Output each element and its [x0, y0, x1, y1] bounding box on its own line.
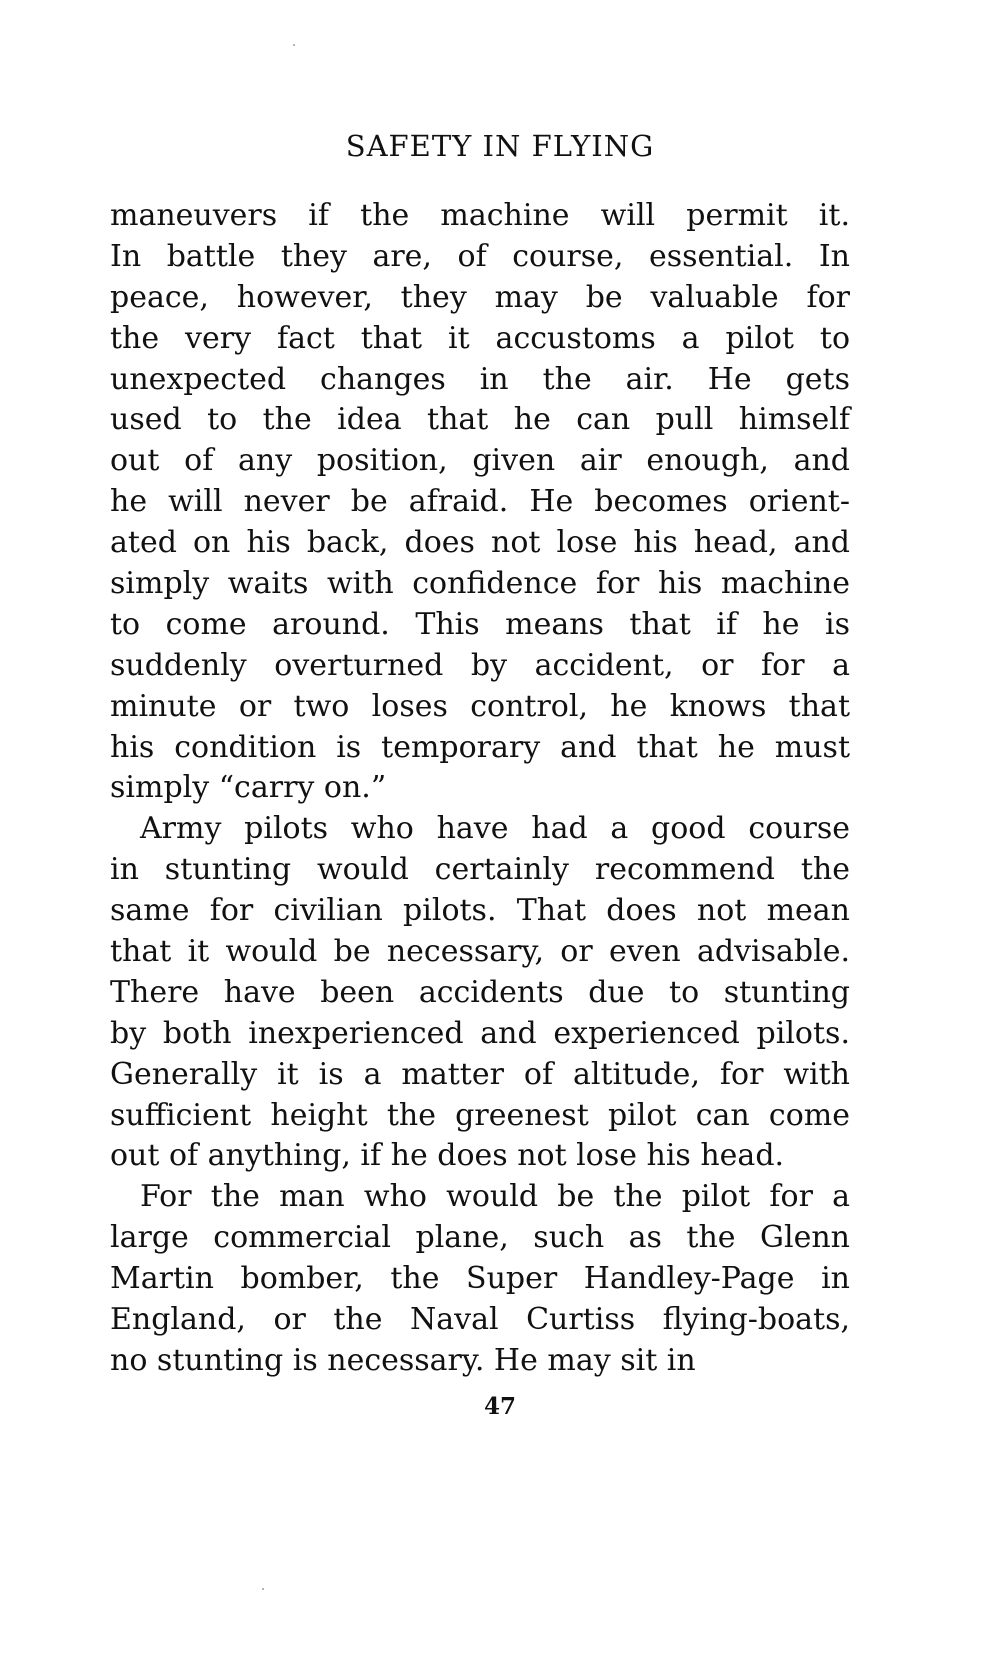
text-line: out of any position, given air enough, and [110, 443, 850, 479]
text-line: Generally it is a matter of altitude, for with [110, 1056, 850, 1092]
text-line: out of anything, if he does not lose his head. [110, 1138, 785, 1174]
text-line: There have been accidents due to stunting [110, 974, 850, 1010]
text-line: his condition is temporary and that he must [110, 729, 850, 765]
text-line: in stunting would certainly recommend the [110, 852, 850, 888]
text-line: large commercial plane, such as the Glenn [110, 1220, 850, 1256]
text-line: minute or two loses control, he knows that [110, 688, 850, 724]
text-line: In battle they are, of course, essential. In [110, 238, 850, 274]
text-line: unexpected changes in the air. He gets [110, 361, 850, 397]
text-line: simply waits with confidence for his machine [110, 566, 850, 602]
text-line: sufficient height the greenest pilot can come [110, 1097, 850, 1133]
paragraph [110, 809, 850, 1177]
text-line: maneuvers if the machine will permit it. [110, 198, 850, 233]
paragraph [110, 1177, 850, 1381]
page-number: 47 [483, 1393, 516, 1420]
text-line: the very fact that it accustoms a pilot to [110, 320, 850, 356]
text-line: by both inexperienced and experienced pilots. [110, 1015, 850, 1051]
text-line: same for civilian pilots. That does not mean [110, 893, 850, 929]
text-line: suddenly overturned by accident, or for a [110, 647, 850, 683]
text-line: England, or the Naval Curtiss flying-boats, [110, 1302, 850, 1338]
text-line: simply “carry on.” [110, 770, 387, 806]
paper-speck [262, 1588, 264, 1590]
paragraph [110, 196, 850, 809]
text-line: ated on his back, does not lose his head, and [110, 525, 850, 561]
text-line: to come around. This means that if he is [110, 606, 850, 642]
text-line: peace, however, they may be valuable for [110, 279, 850, 315]
text-line: no stunting is necessary. He may sit in [110, 1342, 696, 1378]
text-line: Army pilots who have had a good course [140, 811, 850, 847]
running-head: SAFETY IN FLYING [345, 129, 655, 163]
text-line: he will never be afraid. He becomes orient- [110, 484, 850, 520]
text-line: Martin bomber, the Super Handley-Page in [110, 1261, 850, 1297]
text-line: that it would be necessary, or even advisable. [110, 934, 850, 970]
paper-speck [293, 44, 295, 46]
text-line: For the man who would be the pilot for a [140, 1179, 850, 1215]
body-text [110, 196, 850, 1382]
text-line: used to the idea that he can pull himself [110, 402, 850, 438]
